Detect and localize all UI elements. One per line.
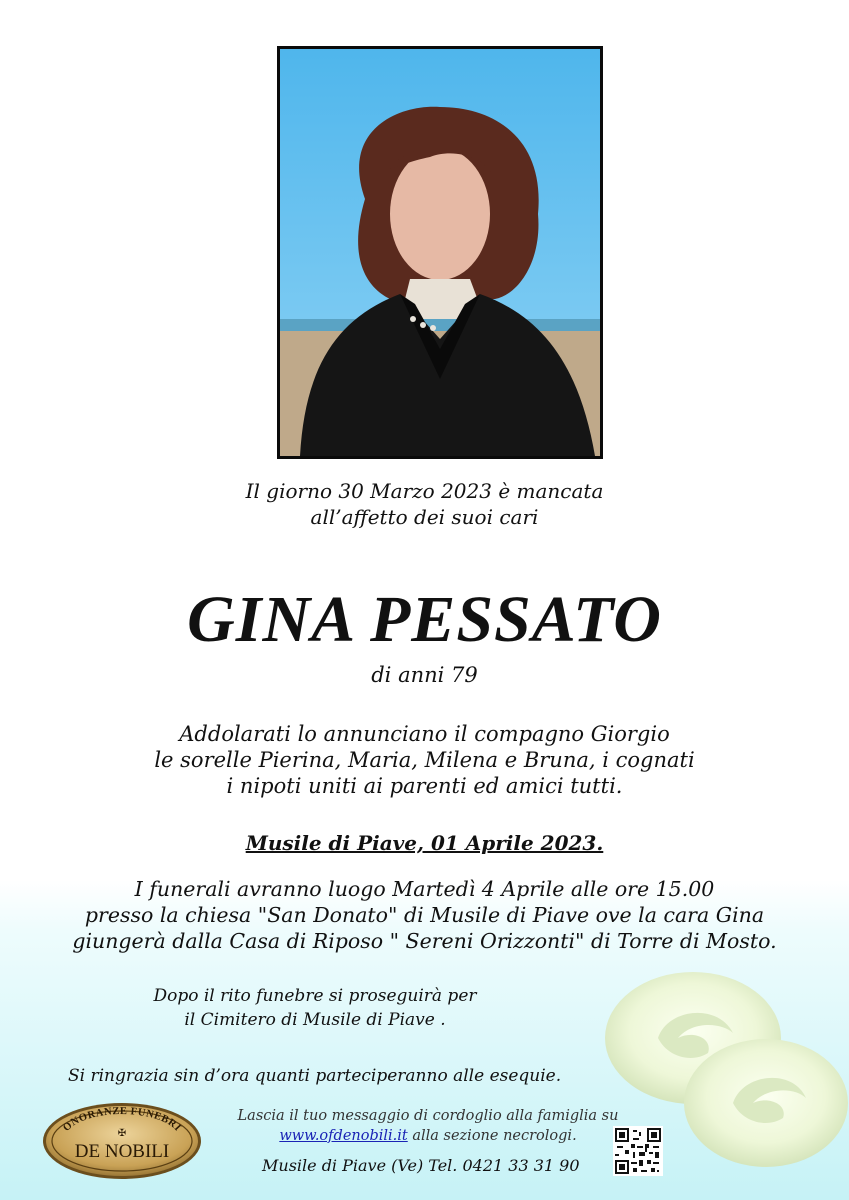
- funeral-line: giungerà dalla Casa di Riposo " Sereni Orizzonti" di Torre di Mosto.: [72, 929, 777, 953]
- cross-icon: ✠: [117, 1128, 127, 1139]
- logo-main-text: DE NOBILI: [74, 1141, 170, 1162]
- condolence-line: Lascia il tuo messaggio di cordoglio alla famiglia su: [237, 1108, 619, 1124]
- burial-line: Dopo il rito funebre si proseguirà per: [153, 986, 477, 1006]
- place-date: Musile di Piave, 01 Aprile 2023.: [245, 831, 604, 855]
- deceased-age: di anni 79: [371, 663, 478, 687]
- funeral-line: presso la chiesa "San Donato" di Musile di Piave ove la cara Gina: [84, 903, 765, 927]
- funeral-details: [0, 876, 849, 954]
- portrait-image: [280, 49, 600, 456]
- intro-line: all’affetto dei suoi cari: [310, 505, 539, 529]
- portrait-photo: [277, 46, 603, 459]
- qr-code-icon: [613, 1126, 663, 1176]
- intro-line: Il giorno 30 Marzo 2023 è mancata: [245, 479, 604, 503]
- announce-line: le sorelle Pierina, Maria, Milena e Bruna, i cognati: [154, 748, 695, 772]
- funeral-home-address: Musile di Piave (Ve) Tel. 0421 33 31 90: [262, 1156, 580, 1175]
- condolence-message: [216, 1106, 640, 1146]
- condolence-line-2: [216, 1126, 640, 1146]
- intro-text: [0, 478, 849, 530]
- announcement: [0, 721, 849, 799]
- website-link[interactable]: www.ofdenobili.it: [279, 1128, 408, 1144]
- thanks-text: Si ringrazia sin d’ora quanti parteciperanno alle esequie.: [68, 1066, 562, 1086]
- announce-line: Addolarati lo annunciano il compagno Giorgio: [179, 722, 670, 746]
- logo-top-text: ONORANZE FUNEBRI: [61, 1105, 183, 1134]
- burial-line: il Cimitero di Musile di Piave .: [184, 1010, 446, 1030]
- qr-code[interactable]: [613, 1126, 663, 1176]
- funeral-line: I funerali avranno luogo Martedì 4 Aprile alle ore 15.00: [134, 877, 715, 901]
- condolence-suffix: alla sezione necrologi.: [407, 1128, 577, 1144]
- burial-info: [100, 984, 530, 1032]
- deceased-name: GINA PESSATO: [187, 583, 662, 656]
- funeral-home-logo: [42, 1102, 202, 1180]
- announce-line: i nipoti uniti ai parenti ed amici tutti.: [226, 774, 623, 798]
